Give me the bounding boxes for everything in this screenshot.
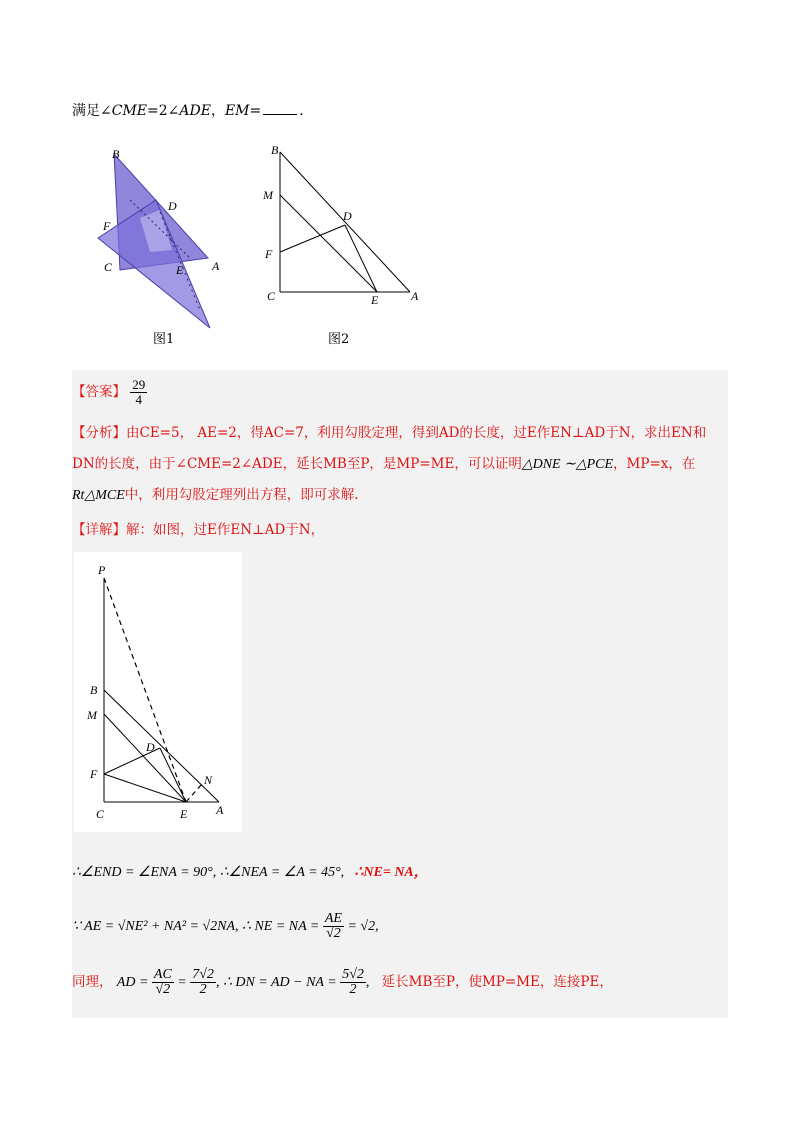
fig2-label-F: F (265, 247, 273, 261)
figure-2-caption: 图2 (328, 332, 350, 347)
question-tail: 满足∠CME=2∠ADE，EM= . (72, 103, 304, 119)
fig3-label-E: E (180, 807, 188, 821)
analysis-line-3: Rt△MCE中，利用勾股定理列出方程，即可求解. (72, 487, 359, 503)
figure-3 (74, 552, 242, 832)
analysis-line-2: DN的长度，由于∠CME=2∠ADE，延长MB至P，是MP=ME，可以证明△DNE ∼△PCE，MP=x，在 (72, 456, 696, 472)
fig3-label-N: N (204, 773, 213, 787)
fig2-label-B: B (271, 143, 279, 157)
step-2: ∵ AE = √NE² + NA² = √2NA, ∴ NE = NA = $\frac{AE}{√2}$ = √2, (72, 911, 379, 941)
fig1-label-F: F (103, 219, 111, 233)
fig3-label-B: B (90, 683, 98, 697)
answer-tag: 【答案】 (72, 384, 126, 400)
fig1-label-B: B (112, 147, 120, 161)
answer-line (72, 378, 147, 407)
figure-1 (90, 140, 240, 335)
fig3-label-P: P (98, 563, 106, 577)
analysis-tag: 【分析】 (72, 425, 126, 441)
fig1-label-D: D (168, 199, 177, 213)
fig2-label-C: C (267, 289, 276, 303)
figure-2 (255, 140, 435, 305)
fig2-label-E: E (371, 293, 379, 305)
fig3-label-D: D (146, 740, 155, 754)
analysis-line-1: 【分析】由CE=5， AE=2，得AC=7，利用勾股定理，得到AD的长度，过E作EN⊥AD于N，求出EN和 (72, 425, 707, 441)
fig3-label-A: A (216, 803, 224, 817)
detail-tag: 【详解】 (72, 522, 126, 538)
detail-line: 【详解】解：如图，过E作EN⊥AD于N， (72, 522, 325, 538)
fig1-label-E: E (176, 263, 184, 277)
fig3-label-M: M (87, 708, 97, 722)
fig2-label-D: D (343, 209, 352, 223)
fig3-label-C: C (96, 807, 105, 821)
figure-1-caption: 图1 (153, 332, 175, 347)
step-3: 同理， AD = $\frac{AC}{√2}$ = $\frac{7√2}{2}$ , ∴ DN = AD − NA = $\frac{5√2}{2}$ , 延长MB至P，使MP=ME，连接PE， (72, 967, 613, 997)
step-1: ∴∠END = ∠ENA = 90°, ∴∠NEA = ∠A = 45°, ∴NE= NA， (72, 865, 428, 880)
answer-fraction: $\frac{29}{4}$ (132, 377, 146, 407)
fig3-label-F: F (90, 767, 98, 781)
fig2-label-M: M (263, 188, 273, 202)
fig1-label-C: C (104, 260, 113, 274)
fig2-label-A: A (411, 289, 419, 303)
fig1-label-A: A (212, 259, 220, 273)
answer-blank (263, 104, 297, 115)
